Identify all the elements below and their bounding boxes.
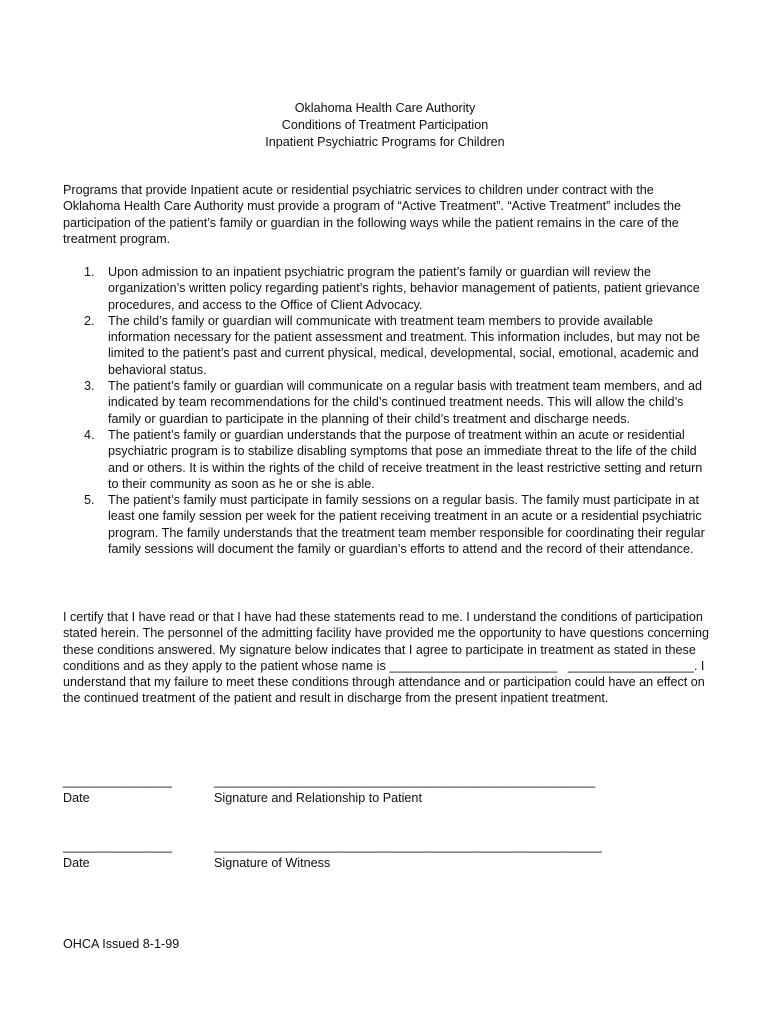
date-block-1 [63,773,172,807]
header-subtitle: Inpatient Psychiatric Programs for Children [265,135,505,149]
conditions-list [63,264,713,557]
date-block-2 [63,838,172,872]
condition-item [63,427,713,492]
condition-item [63,264,713,313]
patient-signature-label: Signature and Relationship to Patient [214,791,422,806]
date-line[interactable]: ________________ [63,774,172,788]
witness-signature-line[interactable]: _________________________________________________________ [214,839,602,853]
witness-signature-block [214,838,602,872]
patient-name-blank-2[interactable]: __________________ [567,658,694,673]
condition-item [63,378,713,427]
header-title: Conditions of Treatment Participation [281,118,489,132]
document-header [0,100,770,151]
certification-paragraph [63,609,713,707]
condition-number: 2. [84,313,95,328]
certification-text-continued: . I understand that my failure to meet these conditions through attendance and or participation could have an effect on the continued treatment of the patient and result in discharge from the present inpatient treatment. [63,658,705,706]
condition-number: 4. [84,427,95,442]
date-label: Date [63,856,90,871]
issued-footer: OHCA Issued 8-1-99 [63,937,180,951]
condition-text: The patient’s family or guardian understands that the purpose of treatment within an acute or residential psychiatric program is to stabilize disabling symptoms that pose an immediate threat to the life of the child and or others. It is within the rights of the child of receive treatment in the least restrictive setting and return to their community as soon as he or she is able. [108,427,703,491]
condition-number: 5. [84,493,95,508]
date-label: Date [63,791,90,806]
patient-signature-block [214,773,595,807]
condition-number: 1. [84,265,95,279]
patient-signature-line[interactable]: ________________________________________________________ [214,774,596,788]
condition-text: The patient’s family must participate in family sessions on a regular basis. The family must participate in at least one family session per week for the patient receiving treatment in an acute or a residential psychiatric program. The family understands that the treatment team member responsible for coordinating their regular family sessions will document the family or guardian’s efforts to attend and the record of their attendance. [108,493,705,557]
condition-text: The patient’s family or guardian will communicate on a regular basis with treatment team members, and ad indicated by team recommendations for the child’s continued treatment needs. This will allow the child’s family or guardian to participate in the planning of their child’s treatment and discharge needs. [108,379,703,426]
condition-item [63,492,713,557]
intro-paragraph: Programs that provide Inpatient acute or residential psychiatric services to children under contract with the Oklahoma Health Care Authority must provide a program of “Active Treatment”. “Active Treatment” includes the participation of the patient’s family or guardian in the following ways while the patient remains in the care of the treatment program. [63,183,682,246]
condition-number: 3. [84,379,95,394]
patient-name-blank[interactable]: ________________________ [389,658,558,673]
condition-item [63,313,713,378]
header-agency: Oklahoma Health Care Authority [294,101,476,115]
witness-signature-label: Signature of Witness [214,856,331,871]
date-line[interactable]: ________________ [63,839,172,853]
certification-text: I certify that I have read or that I have had these statements read to me. I understand the conditions of participation stated herein. The personnel of the admitting facility have provided me the opportunity to have questions concerning these conditions answered. My signature below indicates that I agree to participate in treatment as stated in these conditions and as they apply to the patient whose name is [63,610,709,673]
condition-text: Upon admission to an inpatient psychiatric program the patient’s family or guardian will review the organization’s written policy regarding patient’s rights, behavior management of patients, patient grievance procedures, and access to the Office of Client Advocacy. [108,265,700,312]
condition-text: The child’s family or guardian will communicate with treatment team members to provide available information necessary for the patient assessment and treatment. This information includes, but may not be limited to the patient’s past and current physical, medical, developmental, social, emotional, academic and behavioral status. [108,313,700,377]
